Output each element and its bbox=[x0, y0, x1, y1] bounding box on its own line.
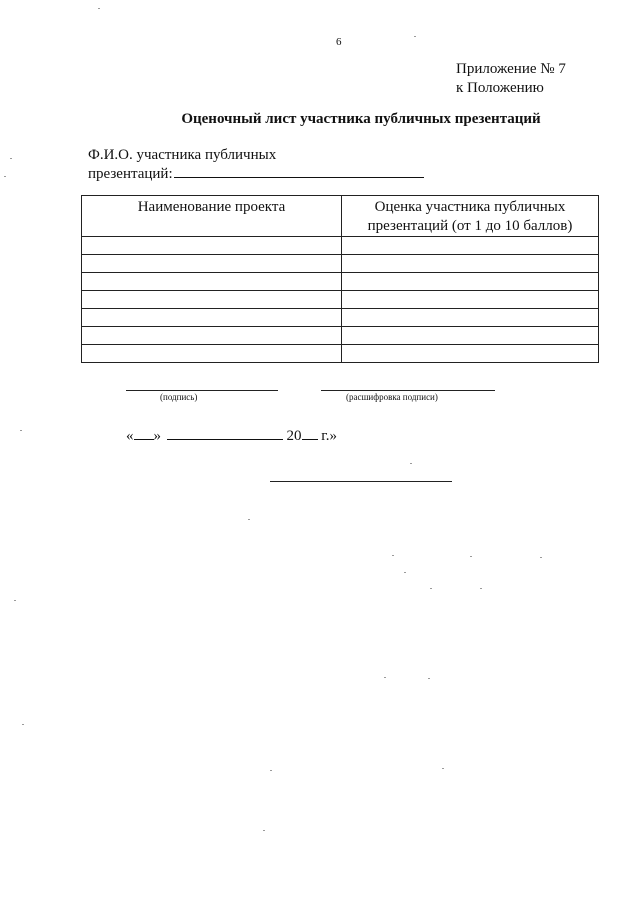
score-cell[interactable] bbox=[342, 273, 599, 291]
year-suffix: г.» bbox=[321, 428, 337, 444]
table-row bbox=[82, 327, 599, 345]
project-name-cell[interactable] bbox=[82, 237, 342, 255]
signature-decoding-caption: (расшифровка подписи) bbox=[346, 392, 438, 402]
date-line bbox=[126, 427, 337, 445]
score-cell[interactable] bbox=[342, 237, 599, 255]
project-name-cell[interactable] bbox=[82, 327, 342, 345]
year-field[interactable] bbox=[302, 427, 318, 440]
scan-speck bbox=[470, 556, 472, 557]
signature-line[interactable] bbox=[126, 390, 278, 391]
project-name-cell[interactable] bbox=[82, 309, 342, 327]
page-number: 6 bbox=[336, 36, 342, 48]
scan-speck bbox=[263, 830, 265, 831]
score-cell[interactable] bbox=[342, 327, 599, 345]
participant-name-field[interactable] bbox=[174, 165, 424, 178]
annex-regulation: к Положению bbox=[456, 80, 544, 96]
score-cell[interactable] bbox=[342, 291, 599, 309]
table-row bbox=[82, 237, 599, 255]
participant-name-block bbox=[88, 146, 424, 184]
participant-name-label: Ф.И.О. участника публичных bbox=[88, 147, 277, 163]
score-cell[interactable] bbox=[342, 255, 599, 273]
scan-speck bbox=[20, 430, 22, 431]
scan-speck bbox=[270, 770, 272, 771]
evaluation-table bbox=[81, 195, 599, 363]
scan-speck bbox=[248, 519, 250, 520]
scan-speck bbox=[428, 678, 430, 679]
scan-speck bbox=[410, 463, 412, 464]
closing-divider bbox=[270, 481, 452, 482]
project-name-cell[interactable] bbox=[82, 273, 342, 291]
scan-speck bbox=[4, 176, 6, 177]
date-open-quote: « bbox=[126, 428, 134, 444]
project-name-cell[interactable] bbox=[82, 291, 342, 309]
project-name-cell[interactable] bbox=[82, 345, 342, 363]
signature-decoding-line[interactable] bbox=[321, 390, 495, 391]
table-row bbox=[82, 291, 599, 309]
scan-speck bbox=[540, 557, 542, 558]
date-close-quote: » bbox=[153, 428, 161, 444]
annex-number: Приложение № 7 bbox=[456, 61, 566, 77]
year-prefix: 20 bbox=[286, 428, 302, 444]
scan-speck bbox=[442, 768, 444, 769]
score-cell[interactable] bbox=[342, 345, 599, 363]
table-header-row bbox=[82, 196, 599, 237]
document-title: Оценочный лист участника публичных презентаций bbox=[181, 111, 541, 127]
participant-name-label-continued: презентаций: bbox=[88, 166, 173, 182]
table-row bbox=[82, 345, 599, 363]
scan-speck bbox=[98, 8, 100, 9]
scan-speck bbox=[414, 36, 416, 37]
project-name-cell[interactable] bbox=[82, 255, 342, 273]
table-row bbox=[82, 255, 599, 273]
score-cell[interactable] bbox=[342, 309, 599, 327]
scan-speck bbox=[480, 588, 482, 589]
scan-speck bbox=[430, 588, 432, 589]
scan-speck bbox=[10, 158, 12, 159]
scan-speck bbox=[404, 572, 406, 573]
scan-speck bbox=[14, 600, 16, 601]
annex-reference bbox=[456, 60, 566, 98]
month-field[interactable] bbox=[167, 427, 283, 440]
table-row bbox=[82, 309, 599, 327]
scan-speck bbox=[392, 555, 394, 556]
column-header-score: Оценка участника публичных презентаций (от 1 до 10 баллов) bbox=[342, 196, 599, 237]
table-row bbox=[82, 273, 599, 291]
scan-speck bbox=[384, 677, 386, 678]
scan-speck bbox=[22, 724, 24, 725]
participant-name-line bbox=[88, 165, 424, 184]
day-field[interactable] bbox=[134, 427, 154, 440]
signature-caption: (подпись) bbox=[160, 392, 198, 402]
column-header-project: Наименование проекта bbox=[82, 196, 342, 237]
